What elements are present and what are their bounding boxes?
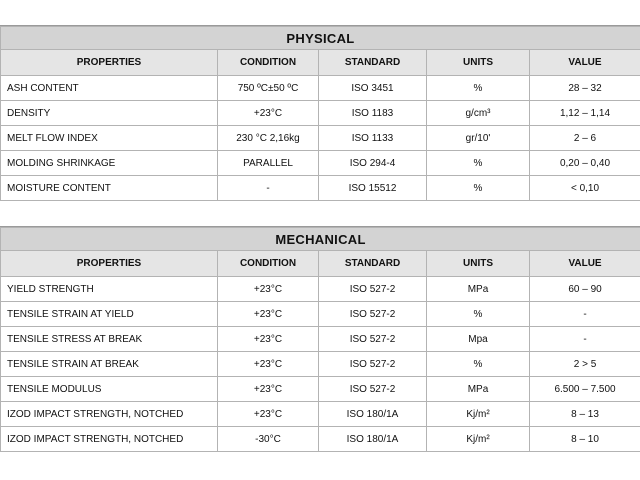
table-row (1, 302, 640, 327)
value-cell: - (530, 302, 640, 327)
table-row (1, 427, 640, 452)
units-cell: MPa (427, 377, 530, 402)
property-cell: IZOD IMPACT STRENGTH, NOTCHED (1, 402, 218, 427)
value-cell: 28 – 32 (530, 76, 640, 101)
table-row (1, 151, 640, 176)
col-header-standard: STANDARD (319, 50, 427, 76)
col-header-properties: PROPERTIES (1, 251, 218, 277)
table-row (1, 352, 640, 377)
standard-cell: ISO 15512 (319, 176, 427, 201)
table-row (1, 76, 640, 101)
standard-cell: ISO 294-4 (319, 151, 427, 176)
col-header-condition: CONDITION (218, 251, 319, 277)
units-cell: MPa (427, 277, 530, 302)
value-cell: 2 – 6 (530, 126, 640, 151)
col-header-properties: PROPERTIES (1, 50, 218, 76)
physical-header-row (1, 50, 640, 76)
value-cell: - (530, 327, 640, 352)
condition-cell: -30°C (218, 427, 319, 452)
table-row (1, 402, 640, 427)
standard-cell: ISO 527-2 (319, 302, 427, 327)
units-cell: Mpa (427, 327, 530, 352)
property-cell: DENSITY (1, 101, 218, 126)
table-row (1, 126, 640, 151)
table-row (1, 176, 640, 201)
standard-cell: ISO 527-2 (319, 377, 427, 402)
table-row (1, 377, 640, 402)
value-cell: 60 – 90 (530, 277, 640, 302)
col-header-value: VALUE (530, 50, 640, 76)
condition-cell: +23°C (218, 302, 319, 327)
col-header-condition: CONDITION (218, 50, 319, 76)
property-cell: TENSILE STRAIN AT YIELD (1, 302, 218, 327)
col-header-value: VALUE (530, 251, 640, 277)
units-cell: % (427, 302, 530, 327)
condition-cell: +23°C (218, 101, 319, 126)
property-cell: TENSILE STRESS AT BREAK (1, 327, 218, 352)
condition-cell: +23°C (218, 277, 319, 302)
condition-cell: +23°C (218, 377, 319, 402)
units-cell: % (427, 76, 530, 101)
condition-cell: PARALLEL (218, 151, 319, 176)
standard-cell: ISO 180/1A (319, 427, 427, 452)
property-cell: YIELD STRENGTH (1, 277, 218, 302)
physical-table (0, 26, 640, 201)
condition-cell: +23°C (218, 402, 319, 427)
value-cell: < 0,10 (530, 176, 640, 201)
standard-cell: ISO 527-2 (319, 327, 427, 352)
col-header-units: UNITS (427, 50, 530, 76)
physical-title: PHYSICAL (1, 27, 640, 50)
property-cell: ASH CONTENT (1, 76, 218, 101)
condition-cell: +23°C (218, 352, 319, 377)
value-cell: 2 > 5 (530, 352, 640, 377)
table-row (1, 277, 640, 302)
condition-cell: 230 °C 2,16kg (218, 126, 319, 151)
standard-cell: ISO 1133 (319, 126, 427, 151)
physical-section (0, 25, 640, 201)
standard-cell: ISO 3451 (319, 76, 427, 101)
property-cell: IZOD IMPACT STRENGTH, NOTCHED (1, 427, 218, 452)
standard-cell: ISO 1183 (319, 101, 427, 126)
units-cell: gr/10' (427, 126, 530, 151)
standard-cell: ISO 527-2 (319, 277, 427, 302)
table-row (1, 101, 640, 126)
property-cell: MOISTURE CONTENT (1, 176, 218, 201)
units-cell: % (427, 151, 530, 176)
units-cell: Kj/m² (427, 402, 530, 427)
col-header-standard: STANDARD (319, 251, 427, 277)
value-cell: 8 – 10 (530, 427, 640, 452)
value-cell: 0,20 – 0,40 (530, 151, 640, 176)
condition-cell: +23°C (218, 327, 319, 352)
condition-cell: - (218, 176, 319, 201)
value-cell: 8 – 13 (530, 402, 640, 427)
units-cell: g/cm³ (427, 101, 530, 126)
col-header-units: UNITS (427, 251, 530, 277)
standard-cell: ISO 180/1A (319, 402, 427, 427)
mechanical-header-row (1, 251, 640, 277)
property-cell: MOLDING SHRINKAGE (1, 151, 218, 176)
property-cell: MELT FLOW INDEX (1, 126, 218, 151)
condition-cell: 750 ºC±50 ºC (218, 76, 319, 101)
mechanical-section (0, 226, 640, 452)
table-row (1, 327, 640, 352)
mechanical-title: MECHANICAL (1, 228, 640, 251)
value-cell: 6.500 – 7.500 (530, 377, 640, 402)
units-cell: % (427, 176, 530, 201)
mechanical-table (0, 227, 640, 452)
units-cell: % (427, 352, 530, 377)
value-cell: 1,12 – 1,14 (530, 101, 640, 126)
property-cell: TENSILE STRAIN AT BREAK (1, 352, 218, 377)
property-cell: TENSILE MODULUS (1, 377, 218, 402)
units-cell: Kj/m² (427, 427, 530, 452)
standard-cell: ISO 527-2 (319, 352, 427, 377)
